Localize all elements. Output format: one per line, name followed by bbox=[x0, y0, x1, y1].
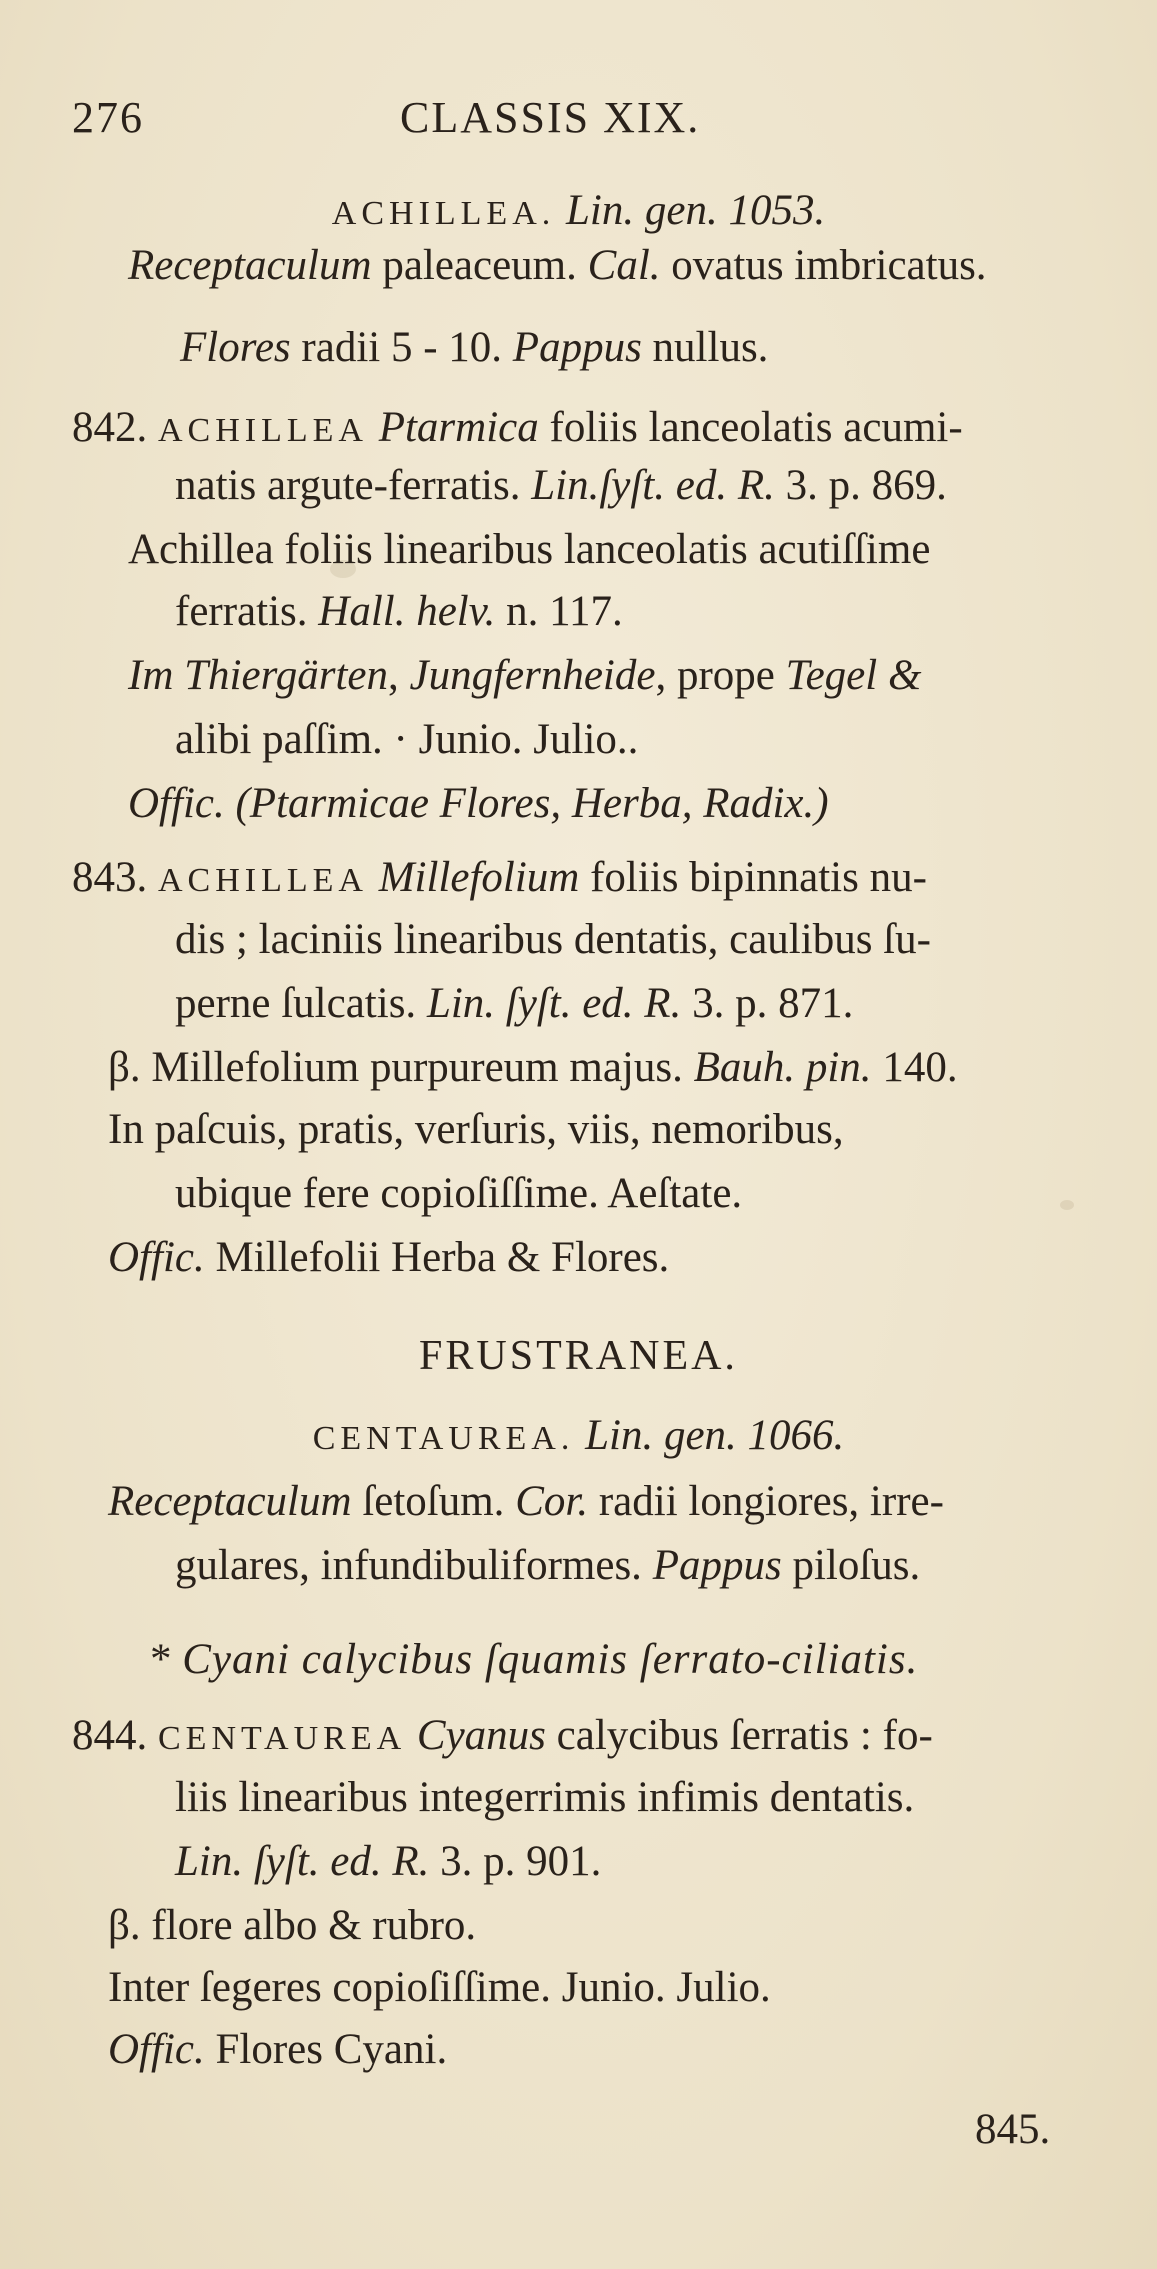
subgroup-heading: * Cyani calycibus ſquamis ſerrato-ciliatis. bbox=[148, 1636, 919, 1683]
officinal-line: Offic. Millefolii Herba & Flores. bbox=[108, 1234, 670, 1281]
catchword: 845. bbox=[975, 2106, 1051, 2153]
genus-character-line: gulares, infundibuliformes. Pappus piloſus. bbox=[175, 1542, 921, 1589]
genus-reference: Lin. gen. 1053. bbox=[566, 187, 826, 234]
genus-character-line: Flores radii 5 - 10. Pappus nullus. bbox=[180, 324, 769, 371]
habitat-line: In paſcuis, pratis, verſuris, viis, nemoribus, bbox=[108, 1106, 844, 1153]
section-title: FRUSTRANEA. bbox=[419, 1333, 738, 1379]
species-entry-line: liis linearibus integerrimis infimis dentatis. bbox=[175, 1774, 915, 1821]
page-number: 276 bbox=[72, 93, 144, 142]
synonym-line: Achillea foliis linearibus lanceolatis acutiſſime bbox=[128, 526, 931, 573]
officinal-line: Offic. Flores Cyani. bbox=[108, 2026, 448, 2073]
species-entry-line: natis argute-ferratis. Lin.ſyſt. ed. R. 3. p. 869. bbox=[175, 462, 947, 509]
species-entry-line: 842. ACHILLEA Ptarmica foliis lanceolatis acumi- bbox=[72, 404, 963, 451]
habitat-line: alibi paſſim. · Junio. Julio.. bbox=[175, 716, 639, 763]
species-entry-line: 843. ACHILLEA Millefolium foliis bipinnatis nu- bbox=[72, 854, 927, 901]
genus-character-line: Receptaculum paleaceum. Cal. ovatus imbricatus. bbox=[128, 242, 987, 289]
genus-heading-achillea bbox=[0, 185, 1157, 240]
entry-number: 842. bbox=[72, 404, 148, 451]
habitat-line: Im Thiergärten, Jungfernheide, prope Tegel & bbox=[128, 652, 922, 699]
species-entry-line: Lin. ſyſt. ed. R. 3. p. 901. bbox=[175, 1838, 602, 1885]
synonym-line: ferratis. Hall. helv. n. 117. bbox=[175, 588, 623, 635]
paper-stain bbox=[1060, 1200, 1074, 1210]
genus-reference: Lin. gen. 1066. bbox=[585, 1412, 845, 1459]
entry-number: 844. bbox=[72, 1712, 148, 1759]
habitat-line: Inter ſegeres copioſiſſime. Junio. Julio. bbox=[108, 1964, 771, 2011]
genus-character-line: Receptaculum ſetoſum. Cor. radii longiores, irre- bbox=[108, 1478, 944, 1525]
genus-name: CENTAUREA. bbox=[312, 1420, 575, 1457]
species-entry-line: dis ; laciniis linearibus dentatis, caulibus ſu- bbox=[175, 916, 931, 963]
species-entry-line: perne ſulcatis. Lin. ſyſt. ed. R. 3. p. 871. bbox=[175, 980, 854, 1027]
species-entry-line: 844. CENTAUREA Cyanus calycibus ſerratis : fo- bbox=[72, 1712, 933, 1759]
habitat-line: ubique fere copioſiſſime. Aeſtate. bbox=[175, 1170, 743, 1217]
running-title: CLASSIS XIX. bbox=[400, 93, 701, 142]
genus-heading-centaurea bbox=[0, 1410, 1157, 1465]
officinal-line: Offic. (Ptarmicae Flores, Herba, Radix.) bbox=[128, 780, 829, 827]
variety-line: β. Millefolium purpureum majus. Bauh. pin. 140. bbox=[108, 1044, 958, 1091]
genus-name: ACHILLEA. bbox=[331, 195, 556, 232]
variety-line: β. flore albo & rubro. bbox=[108, 1902, 477, 1949]
entry-number: 843. bbox=[72, 854, 148, 901]
